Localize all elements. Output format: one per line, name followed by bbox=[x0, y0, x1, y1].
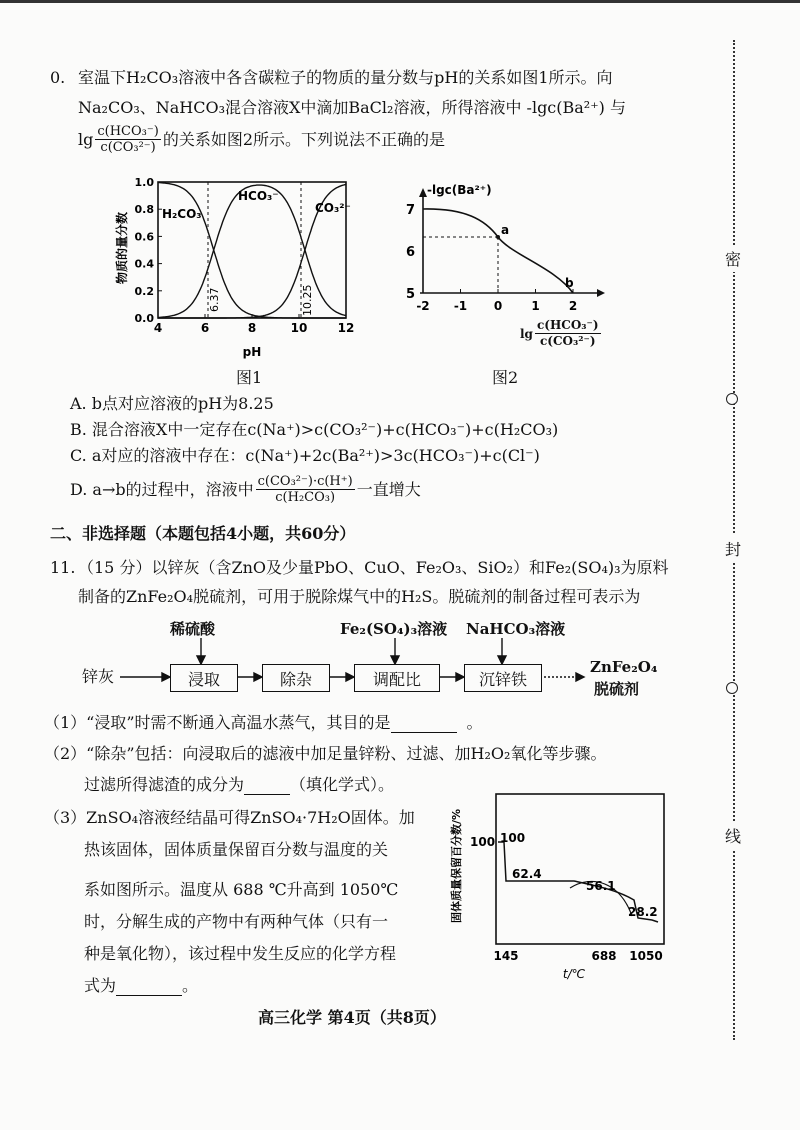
fig2-ylabel: -lgc(Ba²⁺) bbox=[427, 183, 492, 197]
label-hco3: HCO₃⁻ bbox=[238, 189, 279, 203]
subquestion-3-line4: 时，分解生成的产物中有两种气体（只有一 bbox=[84, 912, 389, 931]
binding-char-mi: 密 bbox=[725, 245, 741, 272]
label-h2co3: H₂CO₃ bbox=[162, 207, 202, 221]
fig2-xtick: 0 bbox=[493, 299, 503, 313]
page-footer: 高三化学 第4页（共8页） bbox=[258, 1008, 446, 1027]
fig1-ylabel: 物质的量分数 bbox=[115, 211, 129, 285]
subquestion-3-line3: 系如图所示。温度从 688 ℃升高到 1050℃ bbox=[84, 880, 399, 899]
question-10-line1: 室温下H₂CO₃溶液中各含碳粒子的物质的量分数与pH的关系如图1所示。向 bbox=[78, 68, 613, 87]
fig2-label-a: a bbox=[501, 223, 510, 237]
fig2-xtick: 2 bbox=[568, 299, 578, 313]
question-10-line3: lg $\frac{\text{c(HCO₃⁻)}}{\text{c(CO₃²⁻)}}$ 的关系如图2所示。下列说法不正确的是 bbox=[78, 124, 445, 155]
binding-hole bbox=[726, 682, 738, 694]
fig3-value-100-left: 100 bbox=[470, 835, 496, 849]
reagent-fe2so43: Fe₂(SO₄)₃溶液 bbox=[340, 620, 448, 638]
reagent-nahco3: NaHCO₃溶液 bbox=[466, 620, 566, 638]
subquestion-2-line2: 过滤所得滤渣的成分为 （填化学式）。 bbox=[84, 775, 395, 794]
fig3-ylabel: 固体质量保留百分数/% bbox=[450, 808, 463, 924]
subquestion-2-line1: （2）“除杂”包括：向浸取后的滤液中加足量锌粉、过滤、加H₂O₂氧化等步骤。 bbox=[44, 744, 607, 763]
fig3-value-282: 28.2 bbox=[628, 905, 658, 919]
fig3-value-561: 56.1 bbox=[586, 879, 616, 893]
option-c: C. a对应的溶液中存在：c(Na⁺)+2c(Ba²⁺)>3c(HCO₃⁻)+c(Cl⁻) bbox=[70, 446, 540, 465]
answer-blank-3[interactable] bbox=[116, 976, 182, 996]
fig2-label-b: b bbox=[565, 276, 574, 290]
fig1-mark-1025: 10.25 bbox=[301, 284, 314, 316]
question-11-number: 11. bbox=[50, 558, 76, 577]
step-impurity-removal: 除杂 bbox=[262, 664, 330, 692]
fig1-mark-637: 6.37 bbox=[208, 287, 221, 312]
fig1-xtick: 12 bbox=[337, 321, 355, 335]
answer-blank-1[interactable] bbox=[391, 713, 457, 733]
question-10-number: 0. bbox=[50, 68, 66, 87]
figure-2-caption: 图2 bbox=[492, 368, 519, 387]
question-11-line1: （15 分）以锌灰（含ZnO及少量PbO、CuO、Fe₂O₃、SiO₂）和Fe₂(SO₄)₃为原料 bbox=[78, 558, 669, 577]
fig2-ytick: 5 bbox=[405, 287, 415, 302]
option-b: B. 混合溶液X中一定存在c(Na⁺)>c(CO₃²⁻)+c(HCO₃⁻)+c(H₂CO₃) bbox=[70, 420, 559, 439]
fig2-ytick: 6 bbox=[405, 245, 415, 260]
binding-char-feng: 封 bbox=[725, 535, 741, 562]
fig2-x-arrow bbox=[597, 289, 605, 297]
subquestion-3-line1: （3）ZnSO₄溶液经结晶可得ZnSO₄·7H₂O固体。加 bbox=[44, 808, 415, 827]
figure-3-chart bbox=[442, 786, 682, 986]
reagent-dilute-sulfuric-acid: 稀硫酸 bbox=[170, 620, 216, 638]
figure-1-caption: 图1 bbox=[236, 368, 263, 387]
fig1-ytick: 0.8 bbox=[134, 203, 154, 217]
step-precipitate: 沉锌铁 bbox=[464, 664, 542, 692]
fig2-y-arrow bbox=[419, 188, 427, 197]
fig1-xtick: 6 bbox=[200, 321, 210, 335]
subquestion-1: （1）“浸取”时需不断通入高温水蒸气，其目的是 。 bbox=[44, 713, 483, 732]
top-border bbox=[0, 0, 800, 3]
question-11-line2: 制备的ZnFe₂O₄脱硫剂，可用于脱除煤气中的H₂S。脱硫剂的制备过程可表示为 bbox=[78, 587, 641, 606]
fig2-ytick: 7 bbox=[405, 203, 415, 218]
fig2-xtick: 1 bbox=[531, 299, 540, 313]
fig1-xtick: 8 bbox=[247, 321, 257, 335]
subquestion-3-line5: 种是氧化物），该过程中发生反应的化学方程 bbox=[84, 944, 397, 963]
fig1-ytick: 1.0 bbox=[134, 176, 154, 189]
option-d: D. a→b的过程中，溶液中 $\frac{\text{c(CO₃²⁻)·c(H⁺)}}{\text{c(H₂CO₃)}}$ 一直增大 bbox=[70, 474, 421, 505]
answer-blank-2[interactable] bbox=[244, 775, 290, 795]
section-2-heading: 二、非选择题（本题包括4小题，共60分） bbox=[50, 524, 356, 543]
fig3-xlabel: t/℃ bbox=[562, 967, 586, 981]
binding-char-xian: 线 bbox=[725, 822, 741, 849]
fig2-xlabel: lg $\frac{\text{c(HCO₃⁻)}}{\text{c(CO₃²⁻)}}$ bbox=[520, 318, 599, 348]
product-znfe2o4: ZnFe₂O₄ bbox=[590, 658, 658, 676]
step-ratio-adjust: 调配比 bbox=[354, 664, 440, 692]
ratio-fraction: $\frac{\text{c(HCO₃⁻)}}{\text{c(CO₃²⁻)}}$ bbox=[97, 124, 159, 155]
flow-start-zinc-ash: 锌灰 bbox=[82, 667, 115, 686]
fig3-value-100: 100 bbox=[500, 831, 526, 845]
fig3-value-624: 62.4 bbox=[512, 867, 542, 881]
fig1-ytick: 0.6 bbox=[134, 230, 154, 244]
label-co3: CO₃²⁻ bbox=[315, 201, 351, 215]
fig2-xtick: -2 bbox=[416, 299, 430, 313]
step-leaching: 浸取 bbox=[170, 664, 238, 692]
fig1-ytick: 0.0 bbox=[134, 312, 154, 325]
fig3-xtick-145: 145 bbox=[493, 949, 519, 963]
product-desulfurizer: 脱硫剂 bbox=[594, 680, 640, 698]
fig2-xtick: -1 bbox=[453, 299, 468, 313]
fig1-xtick: 10 bbox=[290, 321, 308, 335]
fig2-point-a bbox=[496, 235, 500, 239]
binding-hole bbox=[726, 393, 738, 405]
subquestion-3-line6: 式为 。 bbox=[84, 976, 199, 995]
fig3-xtick-688: 688 bbox=[591, 949, 617, 963]
fig2-yticks bbox=[406, 203, 415, 302]
fig1-xtick: 4 bbox=[153, 321, 163, 335]
question-10-line2: Na₂CO₃、NaHCO₃混合溶液X中滴加BaCl₂溶液，所得溶液中 -lgc(Ba²⁺) 与 bbox=[78, 98, 626, 117]
fig3-xtick-1050: 1050 bbox=[629, 949, 663, 963]
subquestion-3-line2: 热该固体，固体质量保留百分数与温度的关 bbox=[84, 840, 389, 859]
option-a: A. b点对应溶液的pH为8.25 bbox=[70, 394, 274, 413]
fig1-ytick: 0.2 bbox=[134, 284, 154, 298]
fig1-xlabel: pH bbox=[242, 345, 262, 359]
fig1-ytick: 0.4 bbox=[134, 257, 154, 271]
figure-1-chart bbox=[110, 170, 360, 370]
